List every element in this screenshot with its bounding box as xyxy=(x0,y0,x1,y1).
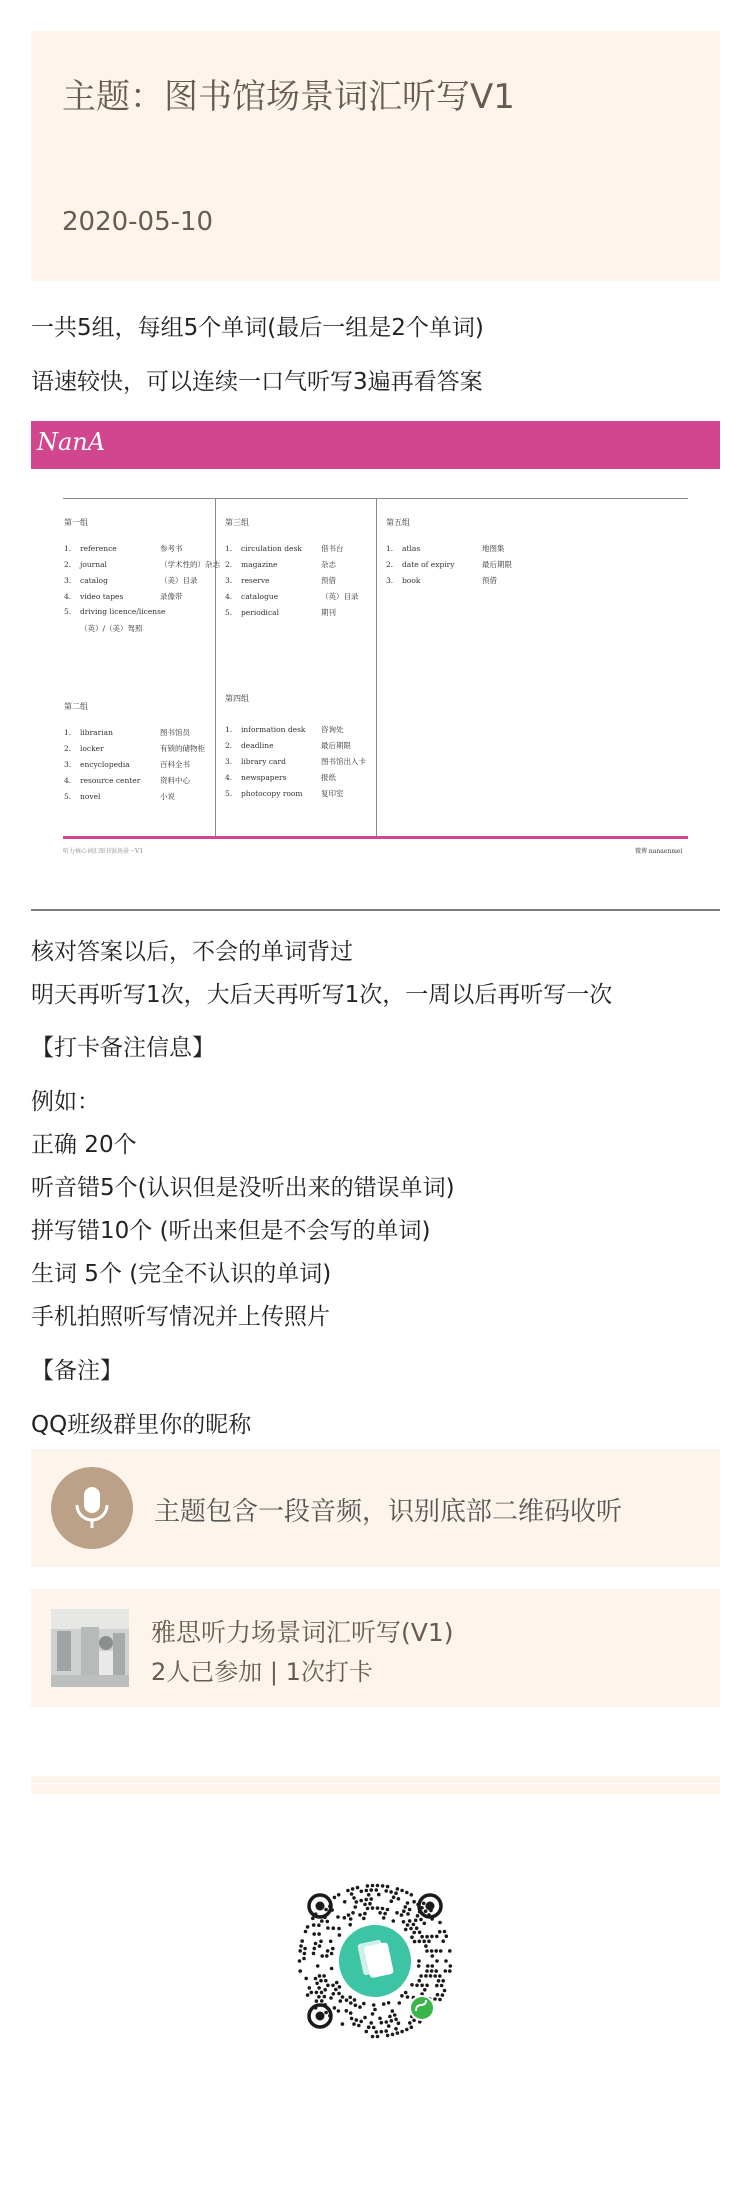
audio-notice-card[interactable] xyxy=(31,1449,720,1567)
example-line: 例如： xyxy=(31,1089,100,1115)
word-row: 2. deadline 最后期限 xyxy=(225,741,351,750)
intro-line: 语速较快，可以连续一口气听写3遍再看答案 xyxy=(31,369,483,395)
word-row: 3. catalog （美）目录 xyxy=(64,576,198,585)
checkin-heading: 【打卡备注信息】 xyxy=(31,1035,215,1061)
course-stats: 2人已参加 | 1次打卡 xyxy=(151,1658,373,1686)
sheet-footer-caption: 听力核心词汇图书馆场景一V1 xyxy=(63,848,144,855)
remark-text: QQ班级群里你的昵称 xyxy=(31,1412,252,1438)
remark-heading: 【备注】 xyxy=(31,1358,123,1384)
mini-program-qr-code[interactable] xyxy=(294,1880,456,2042)
sheet-footer-credit: 微博 nanaenmei xyxy=(635,848,683,855)
group-title: 第三组 xyxy=(225,518,249,527)
word-row: 5. periodical 期刊 xyxy=(225,608,336,617)
group-title: 第五组 xyxy=(386,518,410,527)
example-line: 生词 5个 (完全不认识的单词) xyxy=(31,1261,332,1287)
example-line: 听音错5个(认识但是没听出来的错误单词) xyxy=(31,1175,455,1201)
group-title: 第一组 xyxy=(64,518,88,527)
audio-notice-text: 主题包含一段音频，识别底部二维码收听 xyxy=(154,1497,623,1527)
word-row: 1. librarian 图书馆员 xyxy=(64,728,190,737)
sheet-header-band xyxy=(31,421,720,469)
instruction-line: 明天再听写1次，大后天再听写1次，一周以后再听写一次 xyxy=(31,982,613,1008)
course-title[interactable]: 雅思听力场景词汇听写(V1) xyxy=(151,1618,454,1647)
word-row: 1. atlas 地图集 xyxy=(386,544,505,553)
nana-logo: NanA xyxy=(37,428,106,456)
intro-line: 一共5组，每组5个单词(最后一组是2个单词) xyxy=(31,315,484,341)
word-row: 2. magazine 杂志 xyxy=(225,560,336,569)
word-row: 2. journal （学术性的）杂志 xyxy=(64,560,220,569)
section-divider xyxy=(31,1776,720,1794)
word-row: 1. circulation desk 借书台 xyxy=(225,544,344,553)
group-title: 第二组 xyxy=(64,702,88,711)
word-row: 4. catalogue （英）目录 xyxy=(225,592,359,601)
word-row: 5. novel 小说 xyxy=(64,792,175,801)
instruction-line: 核对答案以后，不会的单词背过 xyxy=(31,939,353,965)
topic-title: 主题：图书馆场景词汇听写V1 xyxy=(62,77,515,117)
topic-header-card xyxy=(31,31,720,281)
topic-date: 2020-05-10 xyxy=(62,207,214,237)
word-row: 4. newspapers 报纸 xyxy=(225,773,336,782)
group-title: 第四组 xyxy=(225,694,249,703)
microphone-icon[interactable] xyxy=(51,1467,133,1549)
word-note: （英）/（美）驾照 xyxy=(80,624,143,633)
word-row: 3. library card 图书馆出入卡 xyxy=(225,757,366,766)
example-line: 手机拍照听写情况并上传照片 xyxy=(31,1304,330,1330)
word-row: 1. reference 参考书 xyxy=(64,544,183,553)
sheet-bottom-border xyxy=(31,909,720,911)
word-row: 3. reserve 预借 xyxy=(225,576,336,585)
word-row: 2. locker 有锁的储物柜 xyxy=(64,744,205,753)
word-row: 3. book 预借 xyxy=(386,576,497,585)
word-row: 4. video tapes 录像带 xyxy=(64,592,183,601)
sheet-column-divider xyxy=(215,499,216,837)
course-card[interactable] xyxy=(31,1589,720,1707)
vocabulary-answer-sheet[interactable] xyxy=(31,421,720,911)
example-line: 拼写错10个 (听出来但是不会写的单词) xyxy=(31,1218,431,1244)
word-row: 5. photocopy room 复印室 xyxy=(225,789,344,798)
word-row: 3. encyclopedia 百科全书 xyxy=(64,760,190,769)
word-row: 5. driving licence/license xyxy=(64,607,166,616)
example-line: 正确 20个 xyxy=(31,1132,137,1158)
word-row: 1. information desk 咨询处 xyxy=(225,725,344,734)
course-thumbnail xyxy=(51,1609,129,1687)
word-row: 4. resource center 资料中心 xyxy=(64,776,190,785)
sheet-column-divider xyxy=(376,499,377,837)
word-row: 2. date of expiry 最后期限 xyxy=(386,560,512,569)
sheet-footer-rule xyxy=(63,836,688,839)
